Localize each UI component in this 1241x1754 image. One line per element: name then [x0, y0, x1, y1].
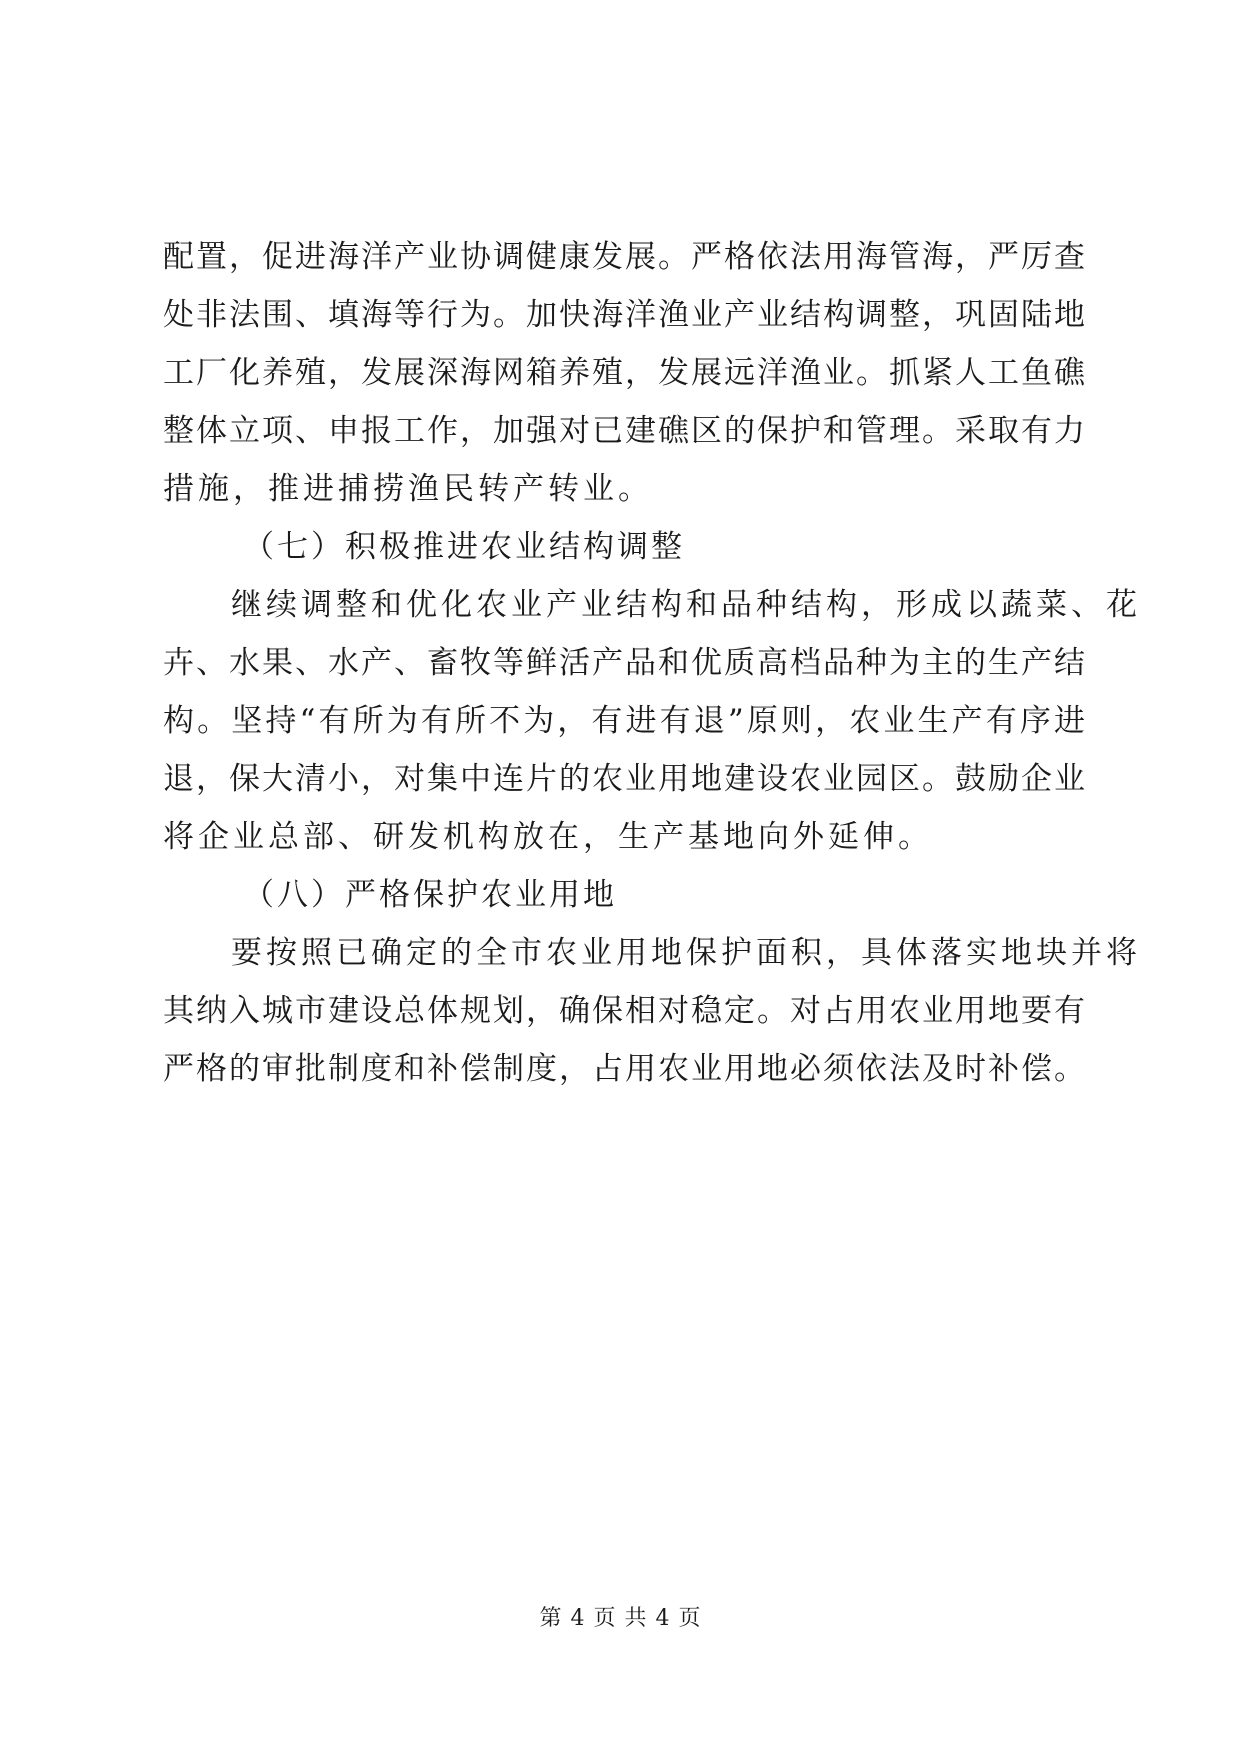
paragraph-line: 配置，促进海洋产业协调健康发展。严格依法用海管海，严厉查: [163, 239, 1085, 275]
paragraph-line: 工厂化养殖，发展深海网箱养殖，发展远洋渔业。抓紧人工鱼礁: [163, 355, 1085, 391]
paragraph-line: 要按照已确定的全市农业用地保护面积，具体落实地块并将: [231, 935, 1141, 971]
paragraph-line: 整体立项、申报工作，加强对已建礁区的保护和管理。采取有力: [163, 413, 1085, 449]
paragraph-line: 卉、水果、水产、畜牧等鲜活产品和优质高档品种为主的生产结: [163, 645, 1085, 681]
paragraph-line: 其纳入城市建设总体规划，确保相对稳定。对占用农业用地要有: [163, 993, 1085, 1029]
paragraph-line: 严格的审批制度和补偿制度，占用农业用地必须依法及时补偿。: [163, 1051, 1085, 1087]
section-heading-7: （七）积极推进农业结构调整: [243, 529, 685, 565]
paragraph-line: 构。坚持“有所为有所不为，有进有退”原则，农业生产有序进: [163, 703, 1085, 739]
paragraph-line: 退，保大清小，对集中连片的农业用地建设农业园区。鼓励企业: [163, 761, 1085, 797]
paragraph-line: 将企业总部、研发机构放在，生产基地向外延伸。: [163, 819, 933, 855]
paragraph-line: 处非法围、填海等行为。加快海洋渔业产业结构调整，巩固陆地: [163, 297, 1085, 333]
page-number-footer: 第 4 页 共 4 页: [539, 1606, 702, 1631]
document-body: [163, 228, 1141, 1098]
section-heading-8: （八）严格保护农业用地: [243, 877, 617, 913]
paragraph-line: 措施，推进捕捞渔民转产转业。: [163, 471, 653, 507]
paragraph-line: 继续调整和优化农业产业结构和品种结构，形成以蔬菜、花: [231, 587, 1141, 623]
